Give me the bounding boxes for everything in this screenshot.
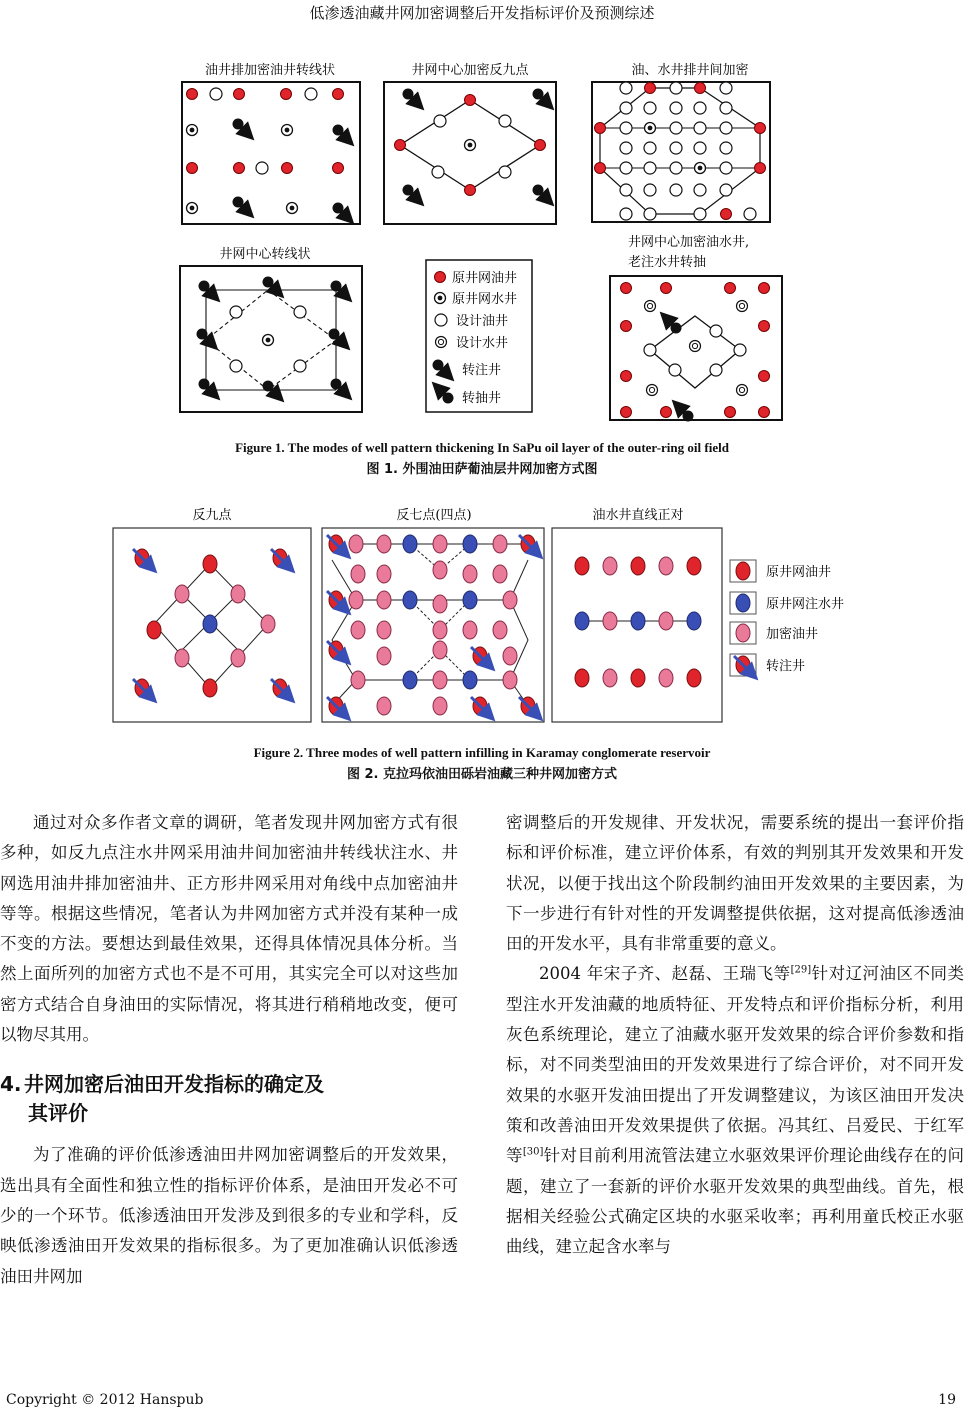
fig1-panel-3 (592, 82, 770, 222)
fig1-panel6-title-1: 井网中心加密油水井, (628, 235, 750, 250)
section-4-heading (0, 1070, 458, 1128)
right-column (506, 808, 964, 1262)
right-paragraph-2-b: 针对辽河油区不同类型注水开发油藏的地质特征、开发特点和评价指标分析，利用灰色系统理论，建立了油藏水驱开发效果的综合评价参数和指标，对不同类型油田的开发效果进行了综合评价，对不同开发效果的水驱开发油田提出了开发调整建议，为该区油田开发决策和改善油田开发效果提供了依据。冯其红、吕爱民、于红军等 (506, 964, 964, 1166)
fig1-legend-4: 转注井 (462, 363, 502, 378)
footer-page-number: 19 (938, 1392, 956, 1408)
fig2-panel-3 (552, 528, 722, 722)
section-title-line-2: 其评价 (28, 1101, 88, 1126)
fig1-panel6-title-2: 老注水井转抽 (628, 255, 707, 270)
fig1-legend-2: 设计油井 (456, 314, 509, 329)
fig2-panel-1 (113, 528, 311, 722)
fig2-legend (730, 560, 844, 676)
fig2-legend-3: 转注井 (766, 659, 806, 674)
right-paragraph-2 (506, 959, 964, 1262)
fig2-legend-2: 加密油井 (766, 627, 819, 642)
fig1-legend-0: 原井网油井 (452, 271, 518, 286)
citation-30[interactable]: [30] (522, 1146, 544, 1158)
fig2-legend-1: 原井网注水井 (766, 597, 845, 612)
section-number: 4. (0, 1072, 22, 1097)
fig1-panel-2 (384, 82, 556, 224)
fig2-panel-2 (322, 528, 544, 722)
fig2-panel1-title: 反九点 (192, 508, 232, 523)
running-head: 低渗透油藏井网加密调整后开发指标评价及预测综述 (309, 4, 655, 22)
left-column (0, 808, 458, 1292)
citation-29[interactable]: [29] (790, 964, 812, 976)
figure-2 (0, 500, 964, 740)
fig2-panel2-title: 反七点(四点) (396, 508, 472, 523)
figure-1-caption-en: Figure 1. The modes of well pattern thickening In SaPu oil layer of the outer-ring oil field (235, 440, 729, 455)
figure-2-caption-en: Figure 2. Three modes of well pattern infilling in Karamay conglomerate reservoir (253, 745, 711, 760)
right-paragraph-2-a: 2004 年宋子齐、赵磊、王瑞飞等 (539, 964, 791, 984)
fig1-legend-3: 设计水井 (456, 336, 509, 351)
right-paragraph-1: 密调整后的开发规律、开发状况，需要系统的提出一套评价指标和评价标准，建立评价体系，有效的判别其开发效果和开发状况，以便于找出这个阶段制约油田开发效果的主要因素，为下一步进行有针对性的开发调整提供依据，这对提高低渗透油田的开发水平，具有非常重要的意义。 (506, 813, 964, 954)
figure-2-caption-zh: 图 2. 克拉玛依油田砾岩油藏三种井网加密方式 (346, 767, 618, 782)
fig1-panel3-title: 油、水井排井间加密 (631, 63, 749, 78)
fig1-panel-4 (180, 266, 362, 412)
right-paragraph-2-c: 针对目前利用流管法建立水驱效果评价理论曲线存在的问题，建立了一套新的评价水驱开发效果的典型曲线。首先，根据相关经验公式确定区块的水驱采收率；再利用童氏校正水驱曲线，建立起含水率与 (506, 1146, 964, 1257)
section-title-line-1: 井网加密后油田开发指标的确定及 (24, 1072, 324, 1097)
fig1-legend-1: 原井网水井 (452, 292, 518, 307)
fig1-panel-1 (182, 82, 360, 224)
left-paragraph-1: 通过对众多作者文章的调研，笔者发现井网加密方式有很多种，如反九点注水井网采用油井间加密油井转线状注水、井网选用油井排加密油井、正方形井网采用对角线中点加密油井等等。根据这些情况，笔者认为井网加密方式并没有某种一成不变的方法。要想达到最佳效果，还得具体情况具体分析。当然上面所列的加密方式也不是不可用，其实完全可以对这些加密方式结合自身油田的实际情况，将其进行稍稍地改变，便可以物尽其用。 (0, 813, 458, 1045)
fig1-panel2-title: 井网中心加密反九点 (411, 63, 529, 78)
fig1-panel1-title: 油井排加密油井转线状 (204, 63, 336, 78)
fig2-legend-0: 原井网油井 (766, 565, 832, 580)
fig1-legend (426, 260, 532, 412)
figure-1-caption-zh: 图 1. 外围油田萨葡油层井网加密方式图 (366, 462, 598, 477)
fig2-panel3-title: 油水井直线正对 (592, 508, 684, 523)
footer-copyright: Copyright © 2012 Hanspub (6, 1392, 204, 1408)
left-paragraph-2: 为了准确的评价低渗透油田井网加密调整后的开发效果，选出具有全面性和独立性的指标评价体系，是油田开发必不可少的一个环节。低渗透油田开发涉及到很多的专业和学科，反映低渗透油田开发效果的指标很多。为了更加准确认识低渗透油田井网加 (0, 1145, 458, 1286)
fig1-legend-5: 转抽井 (462, 391, 502, 406)
figure-1 (0, 50, 964, 440)
fig1-panel-6 (610, 276, 782, 422)
fig1-panel4-title: 井网中心转线状 (219, 247, 311, 262)
